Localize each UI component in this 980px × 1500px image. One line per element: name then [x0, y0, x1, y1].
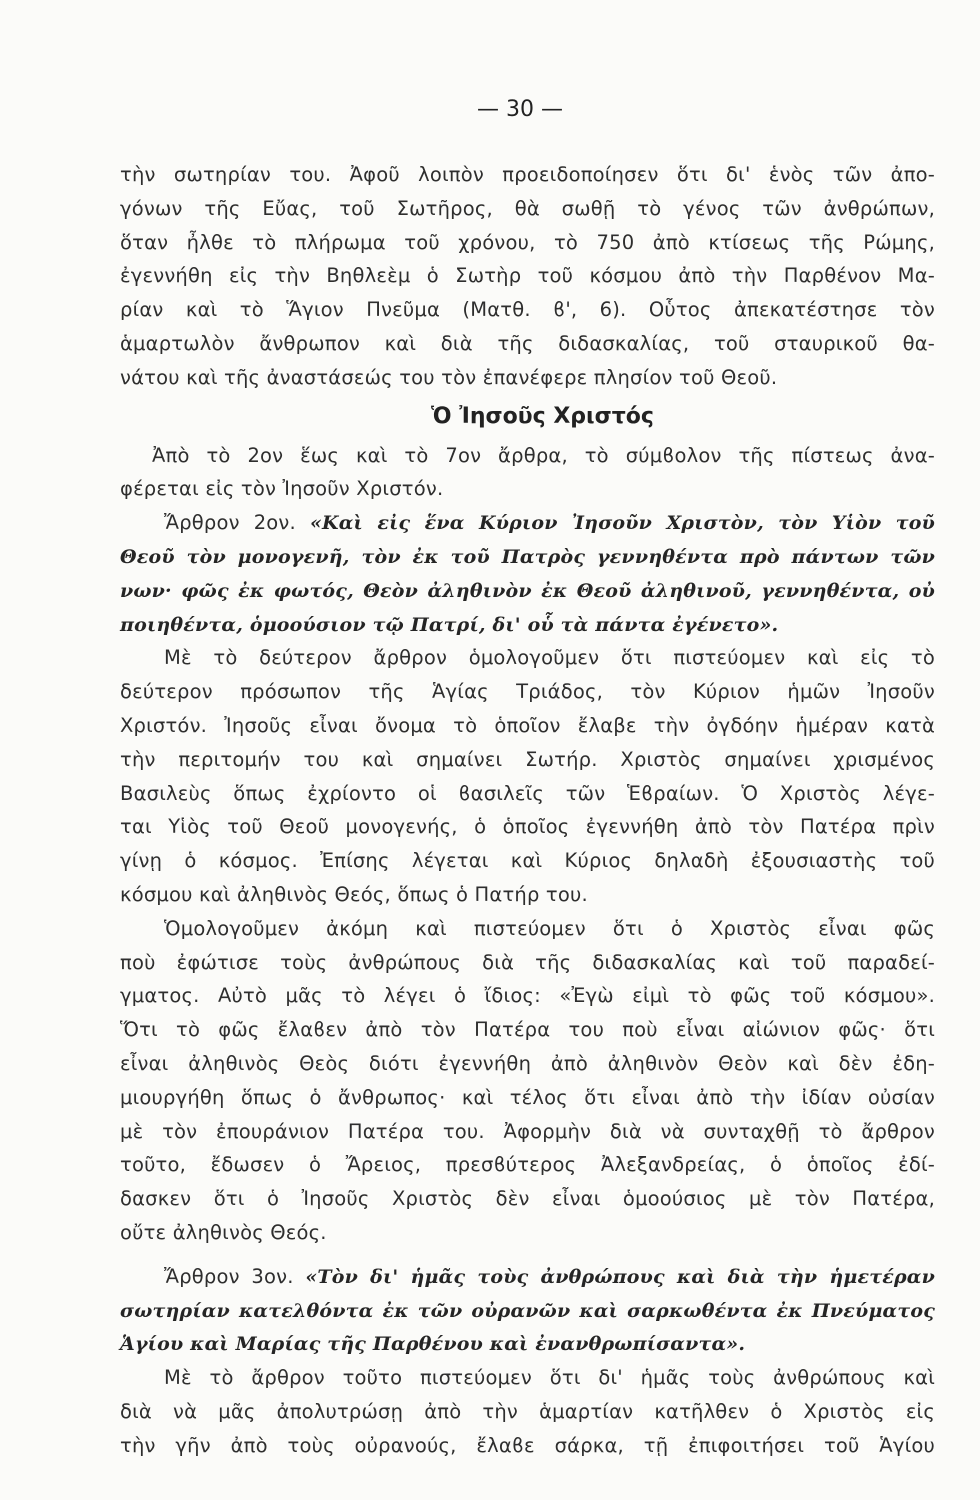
text-line: διὰ νὰ μᾶς ἀπολυτρώσῃ ἀπὸ τὴν ἁμαρτίαν κατῆλθεν ὁ Χριστὸς εἰς — [120, 1399, 935, 1423]
section-heading: Ὁ Ἰησοῦς Χριστός — [431, 403, 654, 429]
text-line: Μὲ τὸ ἄρθρον τοῦτο πιστεύομεν ὅτι δι' ἡμᾶς τοὺς ἀνθρώπους καὶ — [164, 1366, 935, 1390]
text-line: Ὁμολογοῦμεν ἀκόμη καὶ πιστεύομεν ὅτι ὁ Χριστὸς εἶναι φῶς — [164, 916, 935, 940]
text-line — [120, 1327, 935, 1361]
article-3-label: Ἄρθρον 3ον. — [164, 1264, 294, 1288]
text-line: φέρεται εἰς τὸν Ἰησοῦν Χριστόν. — [120, 477, 444, 501]
text-line: Ἀπὸ τὸ 2ον ἕως καὶ τὸ 7ον ἄρθρα, τὸ σύμϐολον τῆς πίστεως ἀνα- — [152, 443, 935, 467]
text-line: τοῦτο, ἔδωσεν ὁ Ἄρειος, πρεσϐύτερος Ἀλεξανδρείας, ὁ ὁποῖος ἐδί- — [120, 1153, 935, 1177]
text-line: δεύτερον πρόσωπον τῆς Ἁγίας Τριάδος, τὸν Κύριον ἡμῶν Ἰησοῦν — [120, 680, 935, 704]
text-line: ὅταν ἦλθε τὸ πλήρωμα τοῦ χρόνου, τὸ 750 ἀπὸ κτίσεως τῆς Ρώμης, — [120, 230, 935, 254]
body-text — [120, 158, 935, 1462]
text-line: Ὅτι τὸ φῶς ἔλαϐεν ἀπὸ τὸν Πατέρα του ποὺ εἶναι αἰώνιον φῶς· ὅτι — [120, 1018, 935, 1042]
text-line: γματος. Αὐτὸ μᾶς τὸ λέγει ὁ ἴδιος: «Ἐγὼ εἰμὶ τὸ φῶς τοῦ κόσμου». — [120, 984, 935, 1008]
creed-text: Ἁγίου καὶ Μαρίας τῆς Παρθένου καὶ ἐνανθρωπίσαντα». — [120, 1333, 746, 1356]
text-line: τὴν σωτηρίαν του. Ἀφοῦ λοιπὸν προειδοποίησεν ὅτι δι' ἑνὸς τῶν ἀπο- — [120, 163, 935, 186]
text-line: τὴν περιτομήν του καὶ σημαίνει Σωτήρ. Χριστὸς σημαίνει χρισμένος — [120, 747, 935, 771]
page-number: — 30 — — [477, 97, 563, 122]
text-line: οὔτε ἀληθινὸς Θεός. — [120, 1220, 327, 1244]
text-line — [120, 1294, 935, 1328]
creed-text: νων· φῶς ἐκ φωτός, Θεὸν ἀληθινὸν ἐκ Θεοῦ ἀληθινοῦ, γεννηθέντα, οὐ — [120, 579, 935, 602]
text-line — [120, 608, 935, 642]
text-line: εἶναι ἀληθινὸς Θεὸς διότι ἐγεννήθη ἀπὸ ἀληθινὸν Θεὸν καὶ δὲν ἐδη- — [120, 1051, 935, 1075]
text-line — [120, 574, 935, 608]
text-line: νάτου καὶ τῆς ἀναστάσεώς του τὸν ἐπανέφερε πλησίον τοῦ Θεοῦ. — [120, 365, 778, 389]
article-3-first-line — [120, 1260, 935, 1294]
text-line — [120, 540, 935, 574]
creed-text: ποιηθέντα, ὁμοούσιον τῷ Πατρί, δι' οὗ τὰ πάντα ἐγένετο». — [120, 613, 779, 636]
creed-text: Θεοῦ τὸν μονογενῆ, τὸν ἐκ τοῦ Πατρὸς γεννηθέντα πρὸ πάντων τῶν — [120, 545, 935, 568]
creed-text: «Καὶ εἰς ἕνα Κύριον Ἰησοῦν Χριστὸν, τὸν Υἱὸν τοῦ — [309, 512, 935, 535]
creed-text: σωτηρίαν κατελθόντα ἐκ τῶν οὐρανῶν καὶ σαρκωθέντα ἐκ Πνεύματος — [120, 1299, 935, 1322]
text-line: τὴν γῆν ἀπὸ τοὺς οὐρανούς, ἔλαϐε σάρκα, τῇ ἐπιφοιτήσει τοῦ Ἁγίου — [120, 1433, 935, 1457]
text-line: ἐγεννήθη εἰς τὴν Βηθλεὲμ ὁ Σωτὴρ τοῦ κόσμου ἀπὸ τὴν Παρθένον Μα- — [120, 264, 935, 288]
text-line: Βασιλεὺς ὅπως ἐχρίοντο οἱ ϐασιλεῖς τῶν Ἑϐραίων. Ὁ Χριστὸς λέγε- — [120, 781, 935, 805]
text-line: ται Υἱὸς τοῦ Θεοῦ μονογενής, ὁ ὁποῖος ἐγεννήθη ἀπὸ τὸν Πατέρα πρὶν — [120, 815, 935, 839]
text-line: Χριστόν. Ἰησοῦς εἶναι ὄνομα τὸ ὁποῖον ἔλαβε τὴν ὀγδόην ἡμέραν κατὰ — [120, 713, 935, 737]
text-line: γόνων τῆς Εὔας, τοῦ Σωτῆρος, θὰ σωθῇ τὸ γένος τῶν ἀνθρώπων, — [120, 196, 935, 220]
text-line: ρίαν καὶ τὸ Ἅγιον Πνεῦμα (Ματθ. ϐ', 6). Οὗτος ἀπεκατέστησε τὸν — [120, 298, 935, 322]
text-line: μὲ τὸν ἐπουράνιον Πατέρα του. Ἀφορμὴν διὰ νὰ συνταχθῇ τὸ ἄρθρον — [120, 1119, 935, 1143]
article-2-first-line — [120, 506, 935, 540]
text-line: γίνῃ ὁ κόσμος. Ἐπίσης λέγεται καὶ Κύριος δηλαδὴ ἐξουσιαστὴς τοῦ — [120, 849, 935, 873]
article-2-label: Ἄρθρον 2ον. — [164, 511, 296, 535]
text-line: ἁμαρτωλὸν ἄνθρωπον καὶ διὰ τῆς διδασκαλίας, τοῦ σταυρικοῦ θα- — [120, 331, 935, 355]
creed-text: «Τὸν δι' ἡμᾶς τοὺς ἀνθρώπους καὶ διὰ τὴν ἡμετέραν — [305, 1265, 935, 1288]
text-line: δασκεν ὅτι ὁ Ἰησοῦς Χριστὸς δὲν εἶναι ὁμοούσιος μὲ τὸν Πατέρα, — [120, 1187, 935, 1211]
text-line: κόσμου καὶ ἀληθινὸς Θεός, ὅπως ὁ Πατήρ του. — [120, 882, 588, 906]
text-line: Μὲ τὸ δεύτερον ἄρθρον ὁμολογοῦμεν ὅτι πιστεύομεν καὶ εἰς τὸ — [164, 646, 935, 670]
text-line: μιουργήθη ὅπως ὁ ἄνθρωπος· καὶ τέλος ὅτι εἶναι ἀπὸ τὴν ἰδίαν οὐσίαν — [120, 1085, 935, 1109]
text-line: ποὺ ἐφώτισε τοὺς ἀνθρώπους διὰ τῆς διδασκαλίας καὶ τοῦ παραδεί- — [120, 950, 935, 974]
